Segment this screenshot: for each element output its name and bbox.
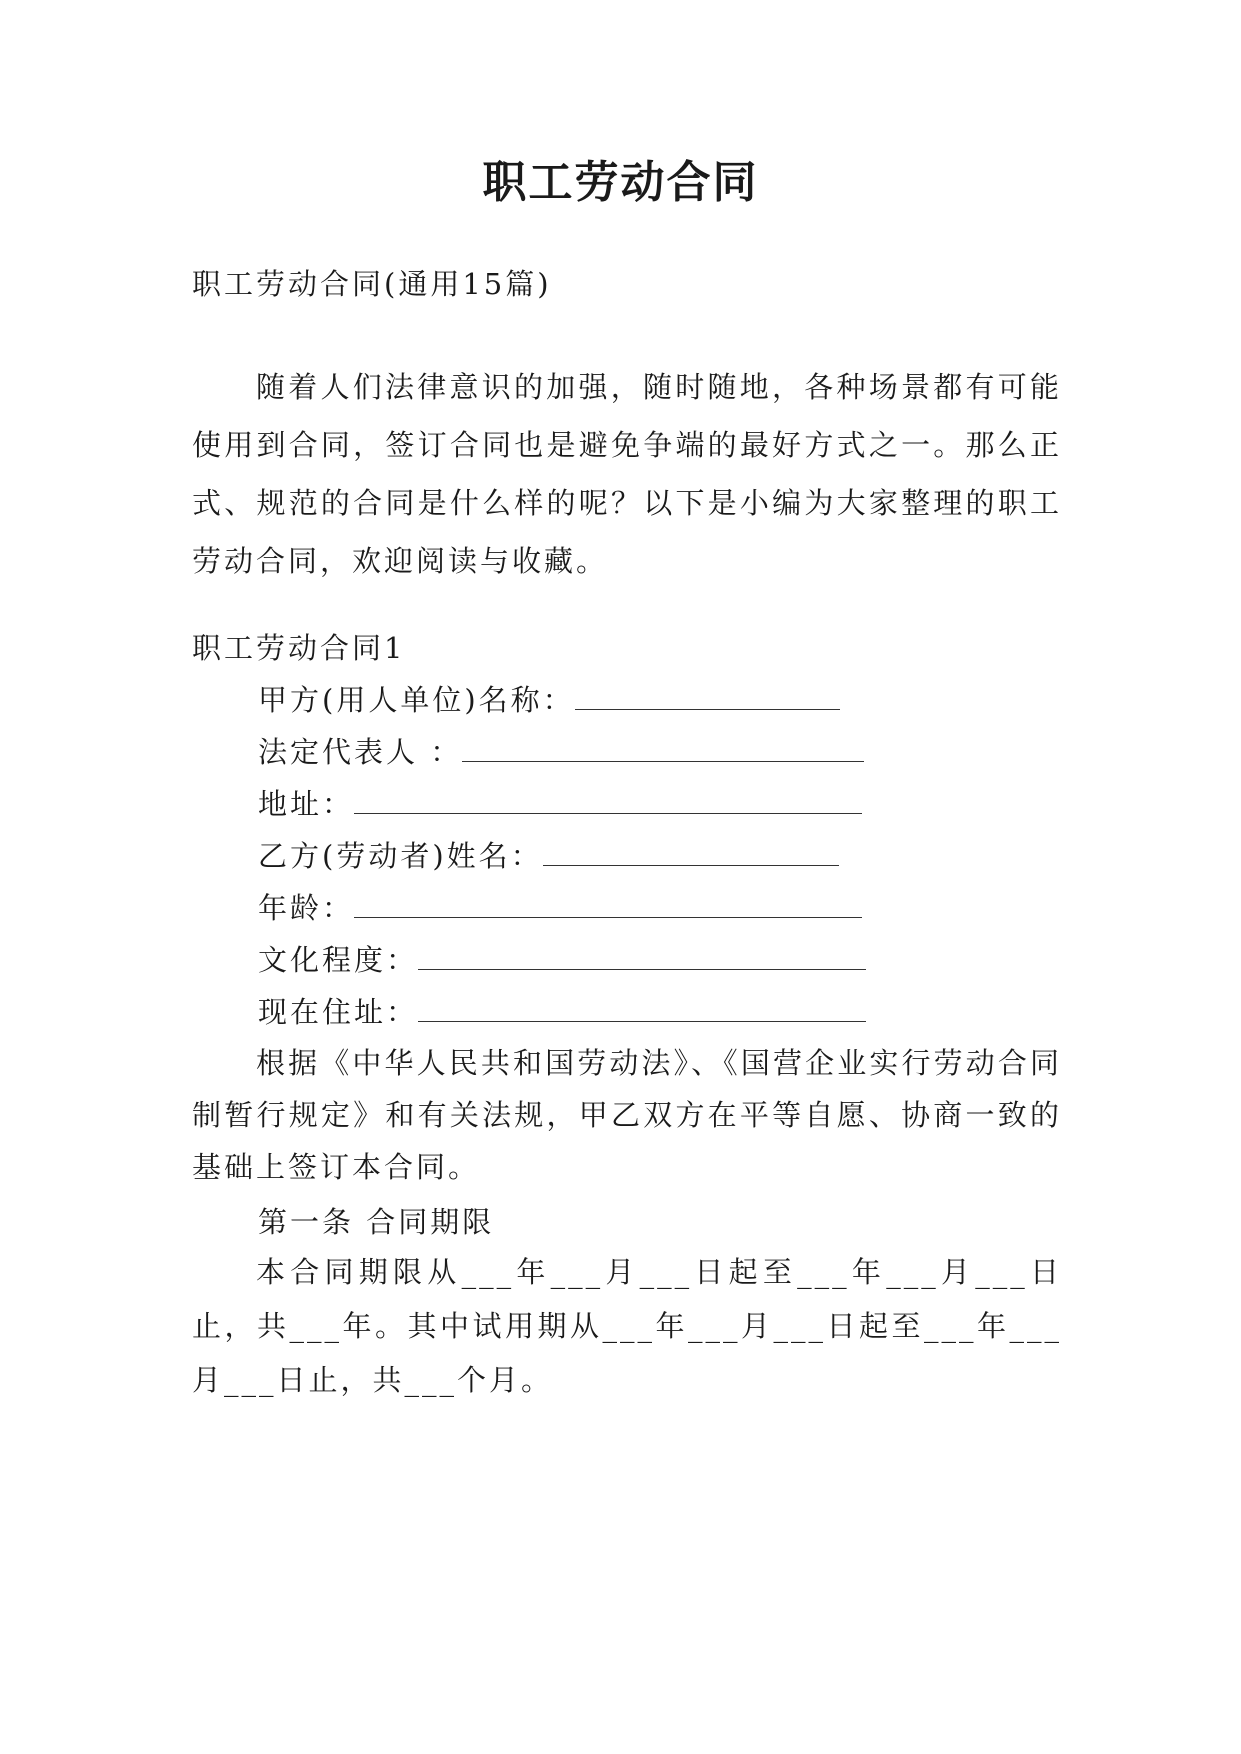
field-label: 法定代表人 ：: [258, 735, 463, 769]
document-subtitle: 职工劳动合同(通用15篇): [192, 267, 552, 301]
intro-paragraph: 随着人们法律意识的加强，随时随地，各种场景都有可能使用到合同，签订合同也是避免争端的最好方式之一。那么正式、规范的合同是什么样的呢？以下是小编为大家整理的职工劳动合同，欢迎阅读与收藏。: [192, 370, 1062, 578]
document-title: 职工劳动合同: [482, 157, 759, 208]
blank-line: [354, 889, 862, 918]
field-party-a-name: [258, 680, 840, 720]
blank-line: [575, 681, 840, 710]
basis-paragraph: 根据《中华人民共和国劳动法》、《国营企业实行劳动合同制暂行规定》和有关法规，甲乙双方在平等自愿、协商一致的基础上签订本合同。: [192, 1046, 1062, 1184]
field-current-address: [258, 992, 866, 1032]
blank-line: [462, 733, 864, 762]
article-body: 本合同期限从___年___月___日起至___年___月___日止，共___年。其中试用期从___年___月___日起至___年___月___日止，共___个月。: [192, 1255, 1062, 1397]
section-heading: 职工劳动合同1: [192, 631, 406, 665]
field-label: 地址：: [258, 787, 355, 821]
field-label: 甲方(用人单位)名称：: [258, 683, 575, 717]
blank-line: [543, 837, 839, 866]
blank-line: [418, 941, 866, 970]
field-address: [258, 784, 862, 824]
field-label: 现在住址：: [258, 995, 419, 1029]
blank-line: [418, 993, 866, 1022]
field-education: [258, 940, 866, 980]
field-party-b-name: [258, 836, 839, 876]
field-label: 乙方(劳动者)姓名：: [258, 839, 543, 873]
article-title: 第一条 合同期限: [258, 1205, 495, 1239]
field-age: [258, 888, 862, 928]
blank-line: [354, 785, 862, 814]
field-legal-representative: [258, 732, 864, 772]
field-label: 文化程度：: [258, 943, 419, 977]
field-label: 年龄：: [258, 891, 355, 925]
